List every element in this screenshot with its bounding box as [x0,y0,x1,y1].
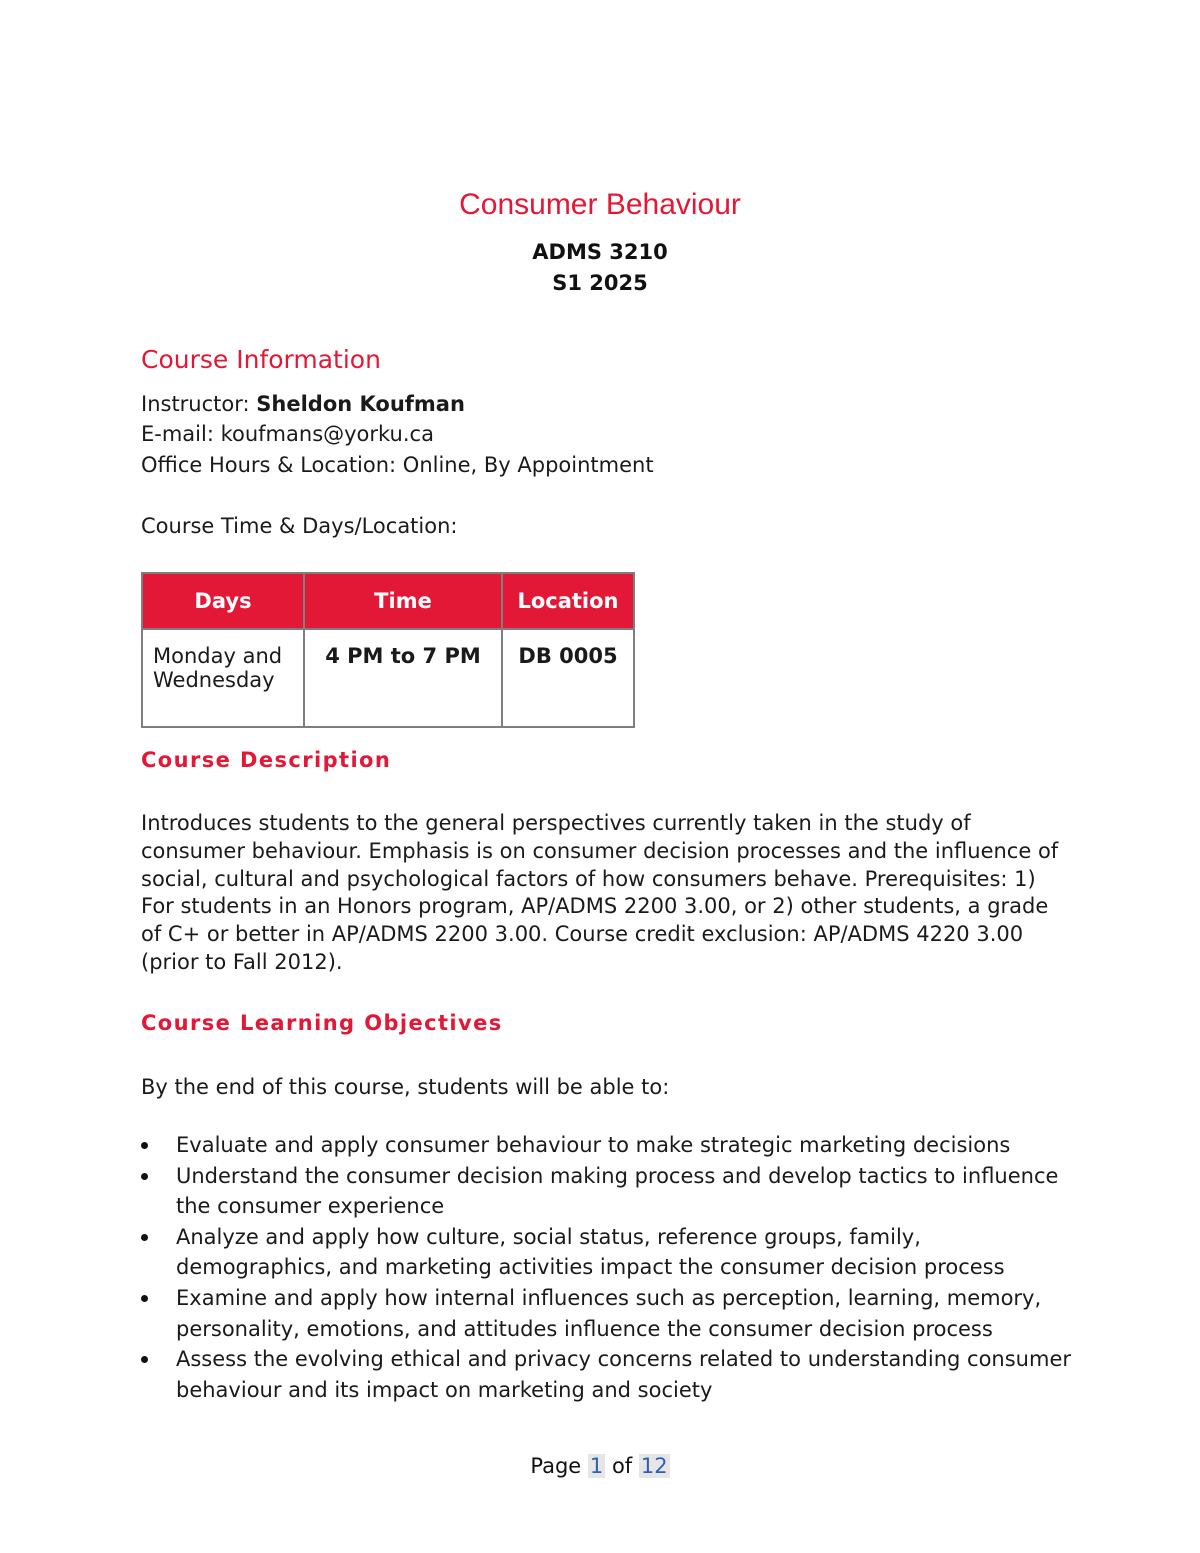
course-code: ADMS 3210 [532,240,668,264]
list-item [141,1161,1071,1222]
list-item [141,1222,1071,1283]
header-location: Location [502,573,634,629]
document-title: Consumer Behaviour [459,188,741,221]
objective-text: Analyze and apply how culture, social status, reference groups, family, demographics, and marketing activities impact the consumer decision process [176,1224,1005,1280]
header-days: Days [142,573,304,629]
page-footer [0,1454,1200,1478]
list-item [141,1283,1071,1344]
course-information-heading: Course Information [141,345,381,374]
email-line: E-mail: koufmans@yorku.ca [141,422,434,446]
objectives-list [141,1130,1071,1405]
list-item [141,1130,1071,1161]
bullet-icon [141,1173,148,1180]
instructor-line [141,392,465,416]
table-row [142,629,634,727]
of-word: of [611,1454,633,1478]
bullet-icon [141,1142,148,1149]
schedule-header-row [142,573,634,629]
course-description-heading: Course Description [141,748,392,772]
cell-days: Monday and Wednesday [142,629,304,727]
instructor-label: Instructor: [141,392,257,416]
cell-time: 4 PM to 7 PM [304,629,502,727]
office-hours-line: Office Hours & Location: Online, By Appointment [141,453,654,477]
learning-objectives-heading: Course Learning Objectives [141,1011,503,1035]
objectives-intro: By the end of this course, students will be able to: [141,1075,670,1099]
objective-text: Understand the consumer decision making process and develop tactics to influence the consumer experience [176,1163,1059,1219]
course-term: S1 2025 [552,271,648,295]
cell-location: DB 0005 [502,629,634,727]
objective-text: Examine and apply how internal influences such as perception, learning, memory, personality, emotions, and attitudes influence the consumer decision process [176,1285,1042,1341]
list-item [141,1344,1071,1405]
header-time: Time [304,573,502,629]
page-word: Page [530,1454,582,1478]
objective-text: Evaluate and apply consumer behaviour to make strategic marketing decisions [176,1133,1011,1157]
bullet-icon [141,1295,148,1302]
bullet-icon [141,1234,148,1241]
course-time-label: Course Time & Days/Location: [141,514,458,538]
objective-text: Assess the evolving ethical and privacy concerns related to understanding consumer behaviour and its impact on marketing and society [176,1347,1071,1402]
schedule-table [141,572,635,728]
instructor-name: Sheldon Koufman [256,392,465,416]
bullet-icon [141,1356,148,1363]
total-page-count: 12 [640,1454,668,1478]
course-description-text: Introduces students to the general perspectives currently taken in the study of consumer behaviour. Emphasis is on consumer decision processes and the influence of social, cultural and psychological factors of how consumers behave. Prerequisites: 1) For students in an Honors program, AP/ADMS 2200 3.00, or 2) other students, a grade of C+ or better in AP/ADMS 2200 3.00. Course credit exclusion: AP/ADMS 4220 3.00 (prior to Fall 2012). [141,811,1059,974]
current-page-number: 1 [589,1454,604,1478]
